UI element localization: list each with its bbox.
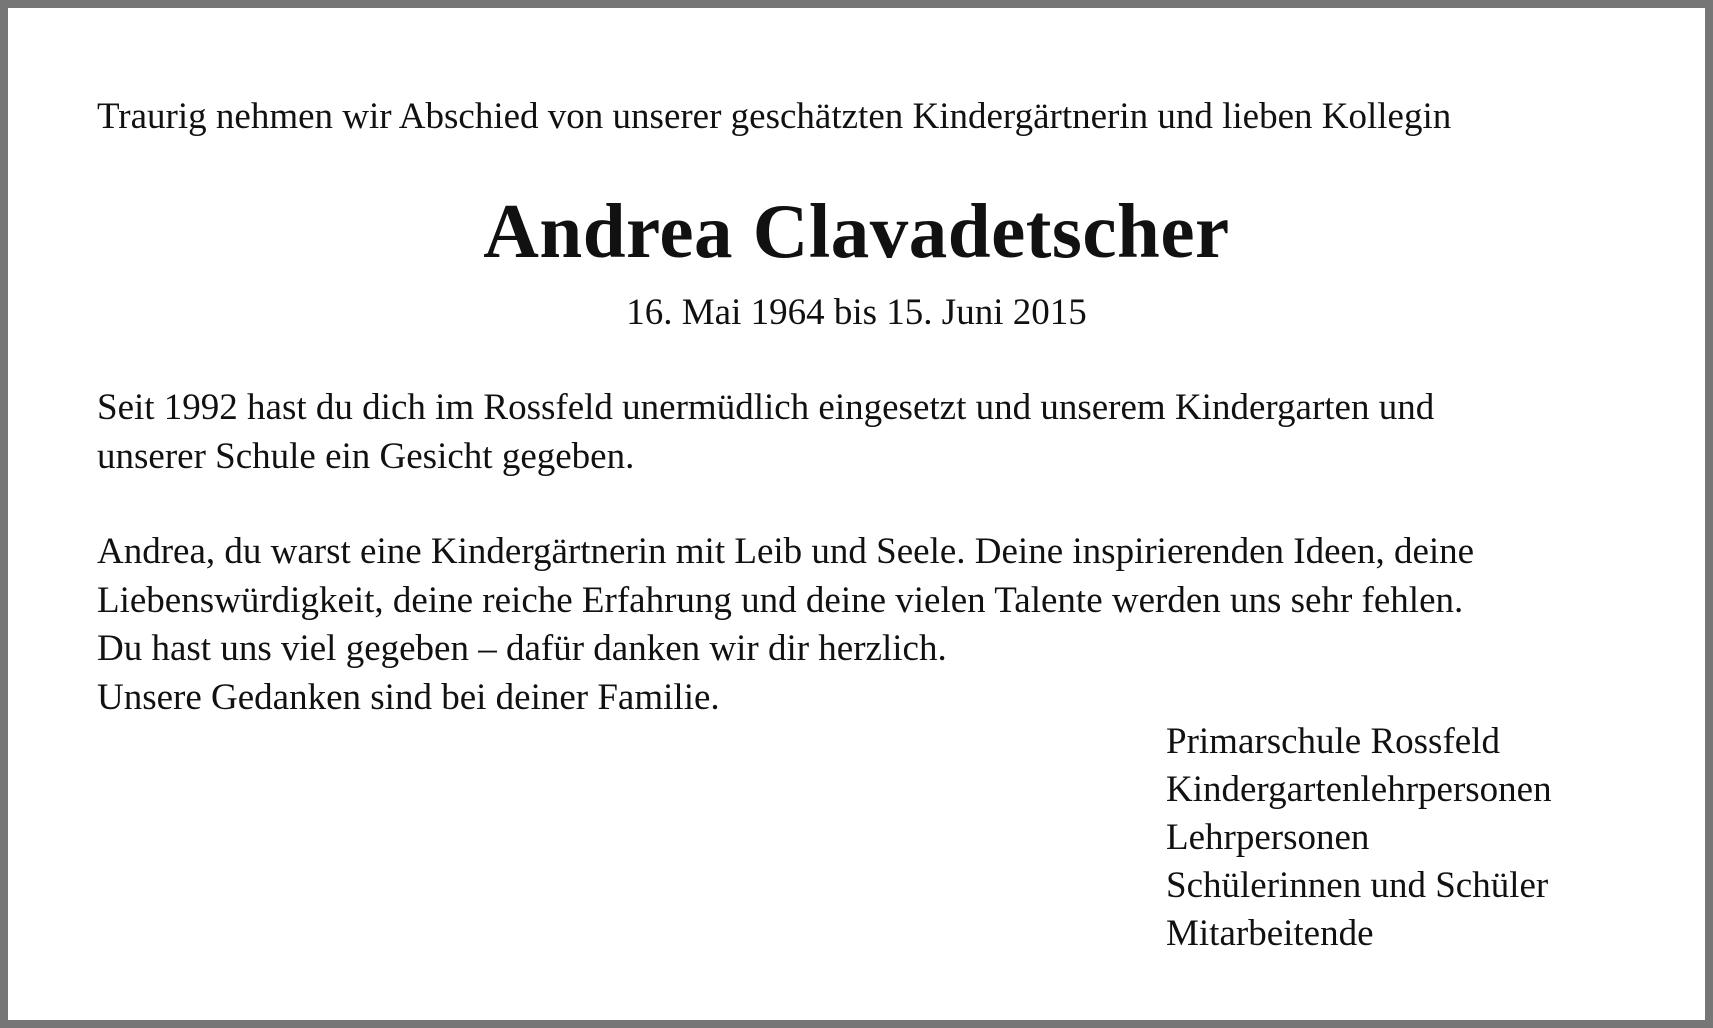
intro-text: Traurig nehmen wir Abschied von unserer geschätzten Kindergärtnerin und lieben Kollegin xyxy=(97,96,1452,137)
life-dates: 16. Mai 1964 bis 15. Juni 2015 xyxy=(626,292,1087,333)
signer-item: Lehrpersonen xyxy=(1166,817,1370,858)
signer-item: Schülerinnen und Schüler xyxy=(1166,865,1549,906)
paragraph-line: Seit 1992 hast du dich im Rossfeld unermüdlich eingesetzt und unserem Kindergarten und xyxy=(97,387,1435,428)
signer-item: Primarschule Rossfeld xyxy=(1166,721,1500,762)
paragraph-line: Du hast uns viel gegeben – dafür danken wir dir herzlich. xyxy=(97,628,947,669)
tribute-paragraph-2 xyxy=(97,528,1474,722)
paragraph-line: Liebenswürdigkeit, deine reiche Erfahrung und deine vielen Talente werden uns sehr fehlen. xyxy=(97,579,1464,621)
tribute-paragraph-1 xyxy=(97,384,1434,481)
signers-list xyxy=(1166,718,1552,958)
deceased-name: Andrea Clavadetscher xyxy=(483,188,1230,274)
signer-item: Mitarbeitende xyxy=(1166,913,1374,954)
paragraph-line: Andrea, du warst eine Kindergärtnerin mit Leib und Seele. Deine inspirierenden Ideen, deine xyxy=(97,531,1475,572)
paragraph-line: unserer Schule ein Gesicht gegeben. xyxy=(97,435,635,477)
signer-item: Kindergartenlehrpersonen xyxy=(1166,769,1552,810)
paragraph-line: Unsere Gedanken sind bei deiner Familie. xyxy=(97,676,720,718)
